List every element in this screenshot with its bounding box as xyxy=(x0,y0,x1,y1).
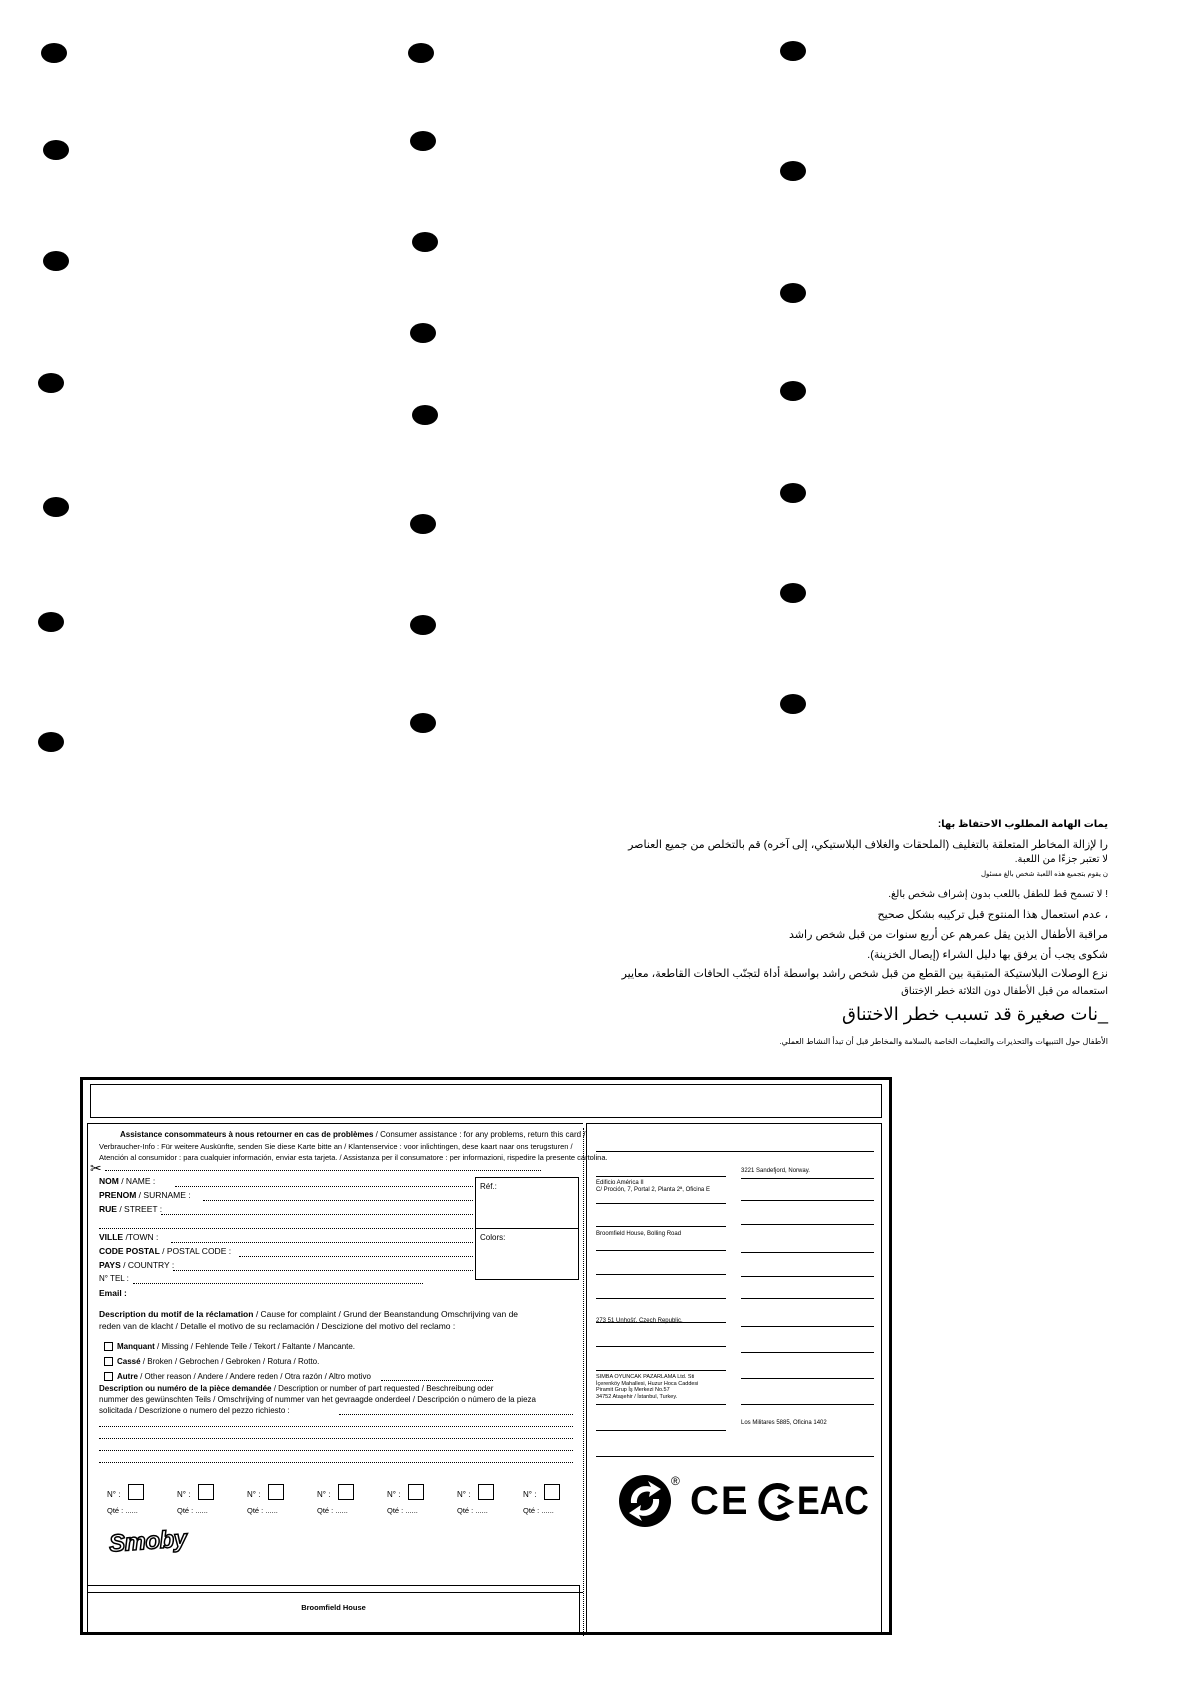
bullet-dot xyxy=(43,497,69,517)
bullet-dot xyxy=(410,514,436,534)
bullet-dot xyxy=(38,373,64,393)
address-line xyxy=(596,1226,726,1227)
part-label: Description ou numéro de la pièce demandée / Description or number of part requested / Beschreibung oder xyxy=(99,1384,494,1393)
qty-label: Qté : ...... xyxy=(523,1506,554,1515)
address-edificio: Edificio América II C/ Proción, 7, Portal 2, Planta 2ª, Oficina E xyxy=(596,1180,710,1193)
part-label-line3: solicitada / Descrizione o numero del pezzo richiesto : xyxy=(99,1406,290,1415)
arabic-line: ن يقوم بتجميع هذه اللعبة شخص بالغ مسئول xyxy=(980,871,1108,878)
vertical-cut-line xyxy=(583,1128,584,1636)
qty-label: Qté : ...... xyxy=(457,1506,488,1515)
bullet-dot xyxy=(410,615,436,635)
arabic-line: نزع الوصلات البلاستيكة المتبقية بين القطع من قبل شخص راشد بواسطة أداة لتجنّب الحافات القاطعة، معايير xyxy=(621,968,1108,980)
nom-label: NOM / NAME : xyxy=(99,1176,156,1186)
bullet-dot xyxy=(410,713,436,733)
num-label: N° : xyxy=(247,1490,261,1499)
bullet-dot xyxy=(412,405,438,425)
card-header-bold: Assistance consommateurs à nous retourner en cas de problèmes xyxy=(120,1130,374,1139)
bullet-dot xyxy=(780,41,806,61)
address-line xyxy=(741,1224,874,1225)
arabic-heading: يمات الهامة المطلوب الاحتفاظ بها: xyxy=(937,819,1108,830)
scissors-icon: ✂ xyxy=(90,1160,102,1176)
address-line xyxy=(596,1404,726,1405)
num-label: N° : xyxy=(107,1490,121,1499)
consumer-assistance-card xyxy=(80,1077,892,1635)
card-header-line2: Verbraucher-Info : Für weitere Auskünfte, senden Sie diese Karte bitte an / Klantenservice : voor inlichtingen, dese kaart naar ons terugsturen / xyxy=(99,1142,573,1151)
code-postal-label: CODE POSTAL / POSTAL CODE : xyxy=(99,1246,232,1256)
option-other[interactable]: Autre / Other reason / Andere / Andere reden / Otra razón / Altro motivo xyxy=(104,1372,371,1381)
address-militares: Los Militares 5885, Oficina 1402 xyxy=(741,1420,827,1426)
address-norway: 3221 Sandefjord, Norway. xyxy=(741,1168,810,1174)
address-line xyxy=(596,1346,726,1347)
bullet-dot xyxy=(41,43,67,63)
address-simba: SIMBA OYUNCAK PAZARLAMA Ltd. Sti İçerenköy Mahallesi, Huzur Hoca Caddesi Piramit Grup İş Merkezi No.57 34752 Ataşehir / İstanbul, Turkey. xyxy=(596,1374,699,1400)
bullet-dot xyxy=(410,131,436,151)
address-line xyxy=(596,1298,726,1299)
arabic-choking-warning: _نات صغيرة قد تسبب خطر الاختناق xyxy=(842,1004,1108,1024)
rue-label: RUE / STREET : xyxy=(99,1204,163,1214)
ce-mark: CE xyxy=(690,1479,750,1523)
qty-label: Qté : ...... xyxy=(317,1506,348,1515)
address-line xyxy=(741,1276,874,1277)
address-line xyxy=(596,1274,726,1275)
recycling-green-dot-icon xyxy=(617,1473,673,1529)
bullet-dot xyxy=(780,283,806,303)
card-header-rest: / Consumer assistance : for any problems, return this card / xyxy=(373,1130,586,1139)
arabic-line: ، عدم استعمال هذا المنتوج قبل تركيبه بشكل صحيح xyxy=(877,909,1108,921)
arabic-line: ! لا تسمح قط للطفل باللعب بدون إشراف شخص بالغ. xyxy=(888,889,1108,900)
num-label: N° : xyxy=(387,1490,401,1499)
address-line xyxy=(741,1200,874,1201)
qty-label: Qté : ...... xyxy=(107,1506,138,1515)
address-line xyxy=(741,1326,874,1327)
complaint-label: Description du motif de la réclamation / Cause for complaint / Grund der Beanstandung Omschrijving van de xyxy=(99,1309,519,1319)
bullet-dot xyxy=(780,161,806,181)
address-line xyxy=(596,1370,726,1371)
option-broken[interactable]: Cassé / Broken / Gebrochen / Gebroken / Rotura / Rotto. xyxy=(104,1357,319,1366)
num-label: N° : xyxy=(177,1490,191,1499)
address-line xyxy=(596,1203,726,1204)
address-line xyxy=(741,1178,874,1179)
num-label: N° : xyxy=(523,1490,537,1499)
qty-label: Qté : ...... xyxy=(387,1506,418,1515)
qty-label: Qté : ...... xyxy=(177,1506,208,1515)
bullet-dot xyxy=(410,323,436,343)
arabic-line: لا تعتبر جزءًا من اللعبة. xyxy=(1014,854,1108,865)
address-line xyxy=(741,1378,874,1379)
registered-mark: ® xyxy=(671,1474,680,1488)
address-line xyxy=(741,1252,874,1253)
arabic-line: را لإزالة المخاطر المتعلقة بالتغليف (الملحقات والغلاف البلاستيكي، إلى آخره) قم بالتخلص من جميع العناصر xyxy=(628,839,1108,851)
smoby-logo: Smoby xyxy=(108,1525,188,1558)
colors-label: Colors: xyxy=(480,1233,506,1242)
prenom-label: PRENOM / SURNAME : xyxy=(99,1190,191,1200)
bullet-dot xyxy=(780,583,806,603)
address-czech: 273 51 Unhošť, Czech Republic. xyxy=(596,1318,683,1324)
address-line xyxy=(596,1176,726,1177)
address-line xyxy=(596,1430,726,1431)
bullet-dot xyxy=(408,43,434,63)
address-line xyxy=(596,1151,874,1152)
card-top-bar xyxy=(90,1084,882,1118)
eac-mark: EAC xyxy=(797,1479,869,1523)
complaint-label-line2: reden van de klacht / Detalle el motivo de su reclamación / Descizione del motivo del reclamo : xyxy=(99,1321,456,1331)
address-line xyxy=(596,1456,874,1457)
address-broomfield: Broomfield House, Bolling Road xyxy=(596,1231,682,1237)
bullet-dot xyxy=(412,232,438,252)
pays-label: PAYS / COUNTRY : xyxy=(99,1260,175,1270)
bullet-dot xyxy=(38,732,64,752)
bullet-dot xyxy=(43,140,69,160)
form-panel-border xyxy=(87,1123,586,1593)
bullet-dot xyxy=(780,694,806,714)
bullet-dot xyxy=(780,483,806,503)
email-label: Email : xyxy=(99,1288,127,1298)
address-line xyxy=(741,1298,874,1299)
arabic-line: استعماله من قبل الأطفال دون الثلاثة خطر الإختناق xyxy=(901,986,1108,997)
address-line xyxy=(741,1404,874,1405)
ville-label: VILLE /TOWN : xyxy=(99,1232,159,1242)
num-label: N° : xyxy=(457,1490,471,1499)
address-line xyxy=(741,1352,874,1353)
arabic-line: الأطفال حول التنبيهات والتحذيرات والتعليمات الخاصة بالسلامة والمخاطر قبل أن تبدأ النشاط العملي. xyxy=(779,1037,1108,1046)
bullet-dot xyxy=(43,251,69,271)
arabic-line: شكوى يجب أن يرفق بها دليل الشراء (إيصال الخزينة). xyxy=(867,949,1108,961)
ref-label: Réf.: xyxy=(480,1182,497,1191)
tel-label: N° TEL : xyxy=(99,1274,129,1283)
bottom-address-box xyxy=(87,1585,580,1633)
part-label-line2: nummer des gewünschten Teils / Omschrijving of nummer van het gevraagde onderdeel / Descripción o número de la pieza xyxy=(99,1395,536,1404)
bottom-address-label: Broomfield House xyxy=(301,1603,366,1612)
bullet-dot xyxy=(780,381,806,401)
num-label: N° : xyxy=(317,1490,331,1499)
bullet-dot xyxy=(38,612,64,632)
arabic-line: مراقبة الأطفال الذين يقل عمرهم عن أربع سنوات من قبل شخص راشد xyxy=(789,929,1108,941)
address-line xyxy=(596,1250,726,1251)
ukca-style-mark-icon xyxy=(756,1482,794,1522)
option-missing[interactable]: Manquant / Missing / Fehlende Teile / Tekort / Faltante / Mancante. xyxy=(104,1342,355,1351)
card-header-line3: Atención al consumidor : para cualquier información, enviar esta tarjeta. / Assistanza per il consumatore : per informazioni, rispedire la presente cartolina. xyxy=(99,1153,608,1162)
qty-label: Qté : ...... xyxy=(247,1506,278,1515)
